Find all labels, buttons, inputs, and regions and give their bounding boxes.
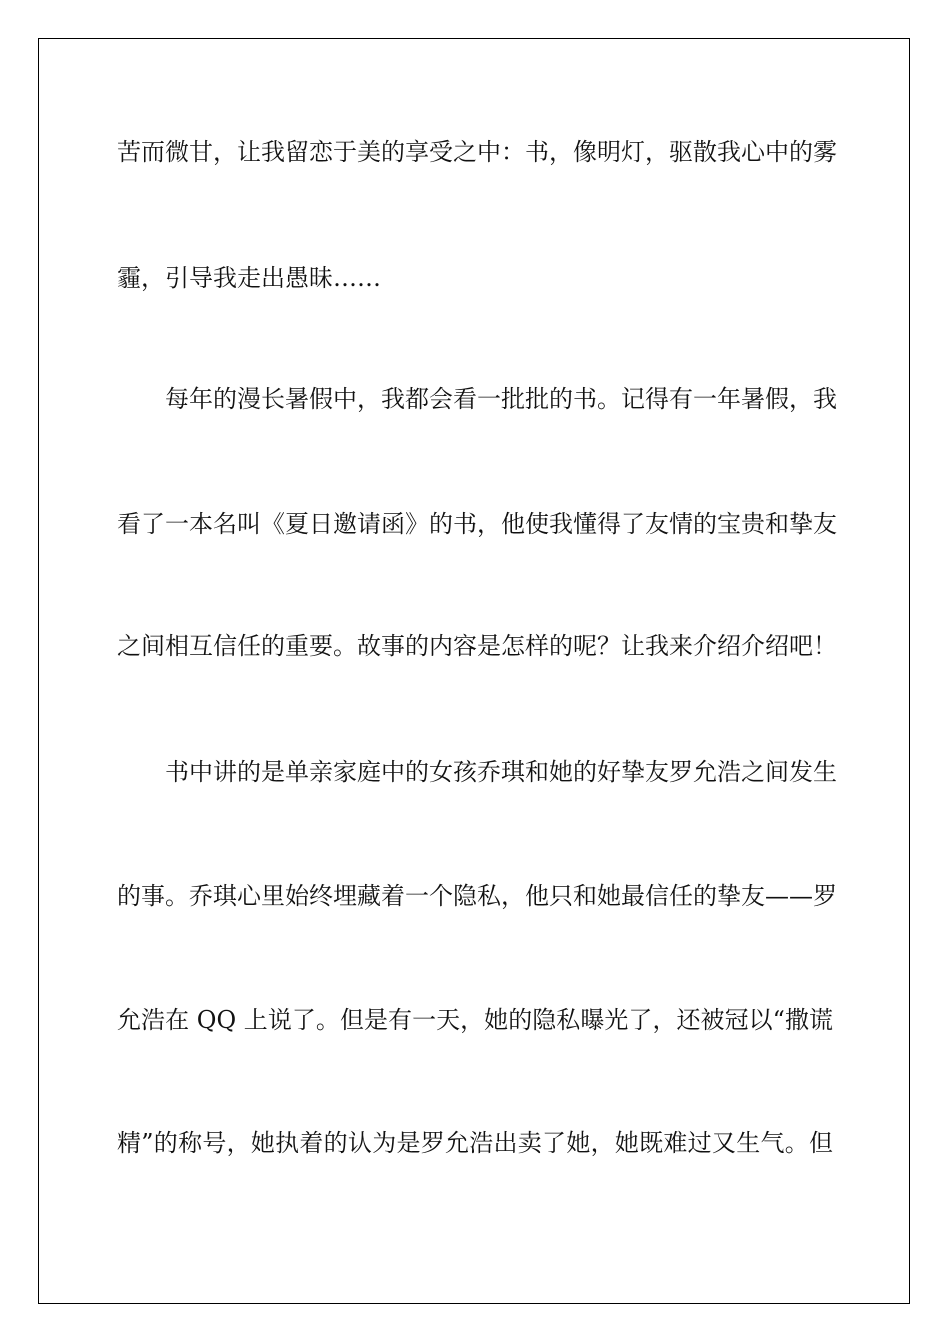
text-line: 之间相互信任的重要。故事的内容是怎样的呢？让我来介绍介绍吧！ [117,632,837,660]
text-line: 苦而微甘，让我留恋于美的享受之中：书，像明灯，驱散我心中的雾 [117,138,837,166]
paragraph-first-line: 每年的漫长暑假中，我都会看一批批的书。记得有一年暑假，我 [165,385,837,413]
text-line: 精”的称号，她执着的认为是罗允浩出卖了她，她既难过又生气。但 [117,1129,833,1157]
text-line: 允浩在 QQ 上说了。但是有一天，她的隐私曝光了，还被冠以“撒谎 [117,1006,833,1034]
text-line: 霾，引导我走出愚昧…… [117,264,381,292]
text-line: 看了一本名叫《夏日邀请函》的书，他使我懂得了友情的宝贵和挚友 [117,510,837,538]
page-border [38,38,910,1304]
text-line: 的事。乔琪心里始终埋藏着一个隐私，他只和她最信任的挚友——罗 [117,882,837,910]
paragraph-first-line: 书中讲的是单亲家庭中的女孩乔琪和她的好挚友罗允浩之间发生 [165,758,837,786]
